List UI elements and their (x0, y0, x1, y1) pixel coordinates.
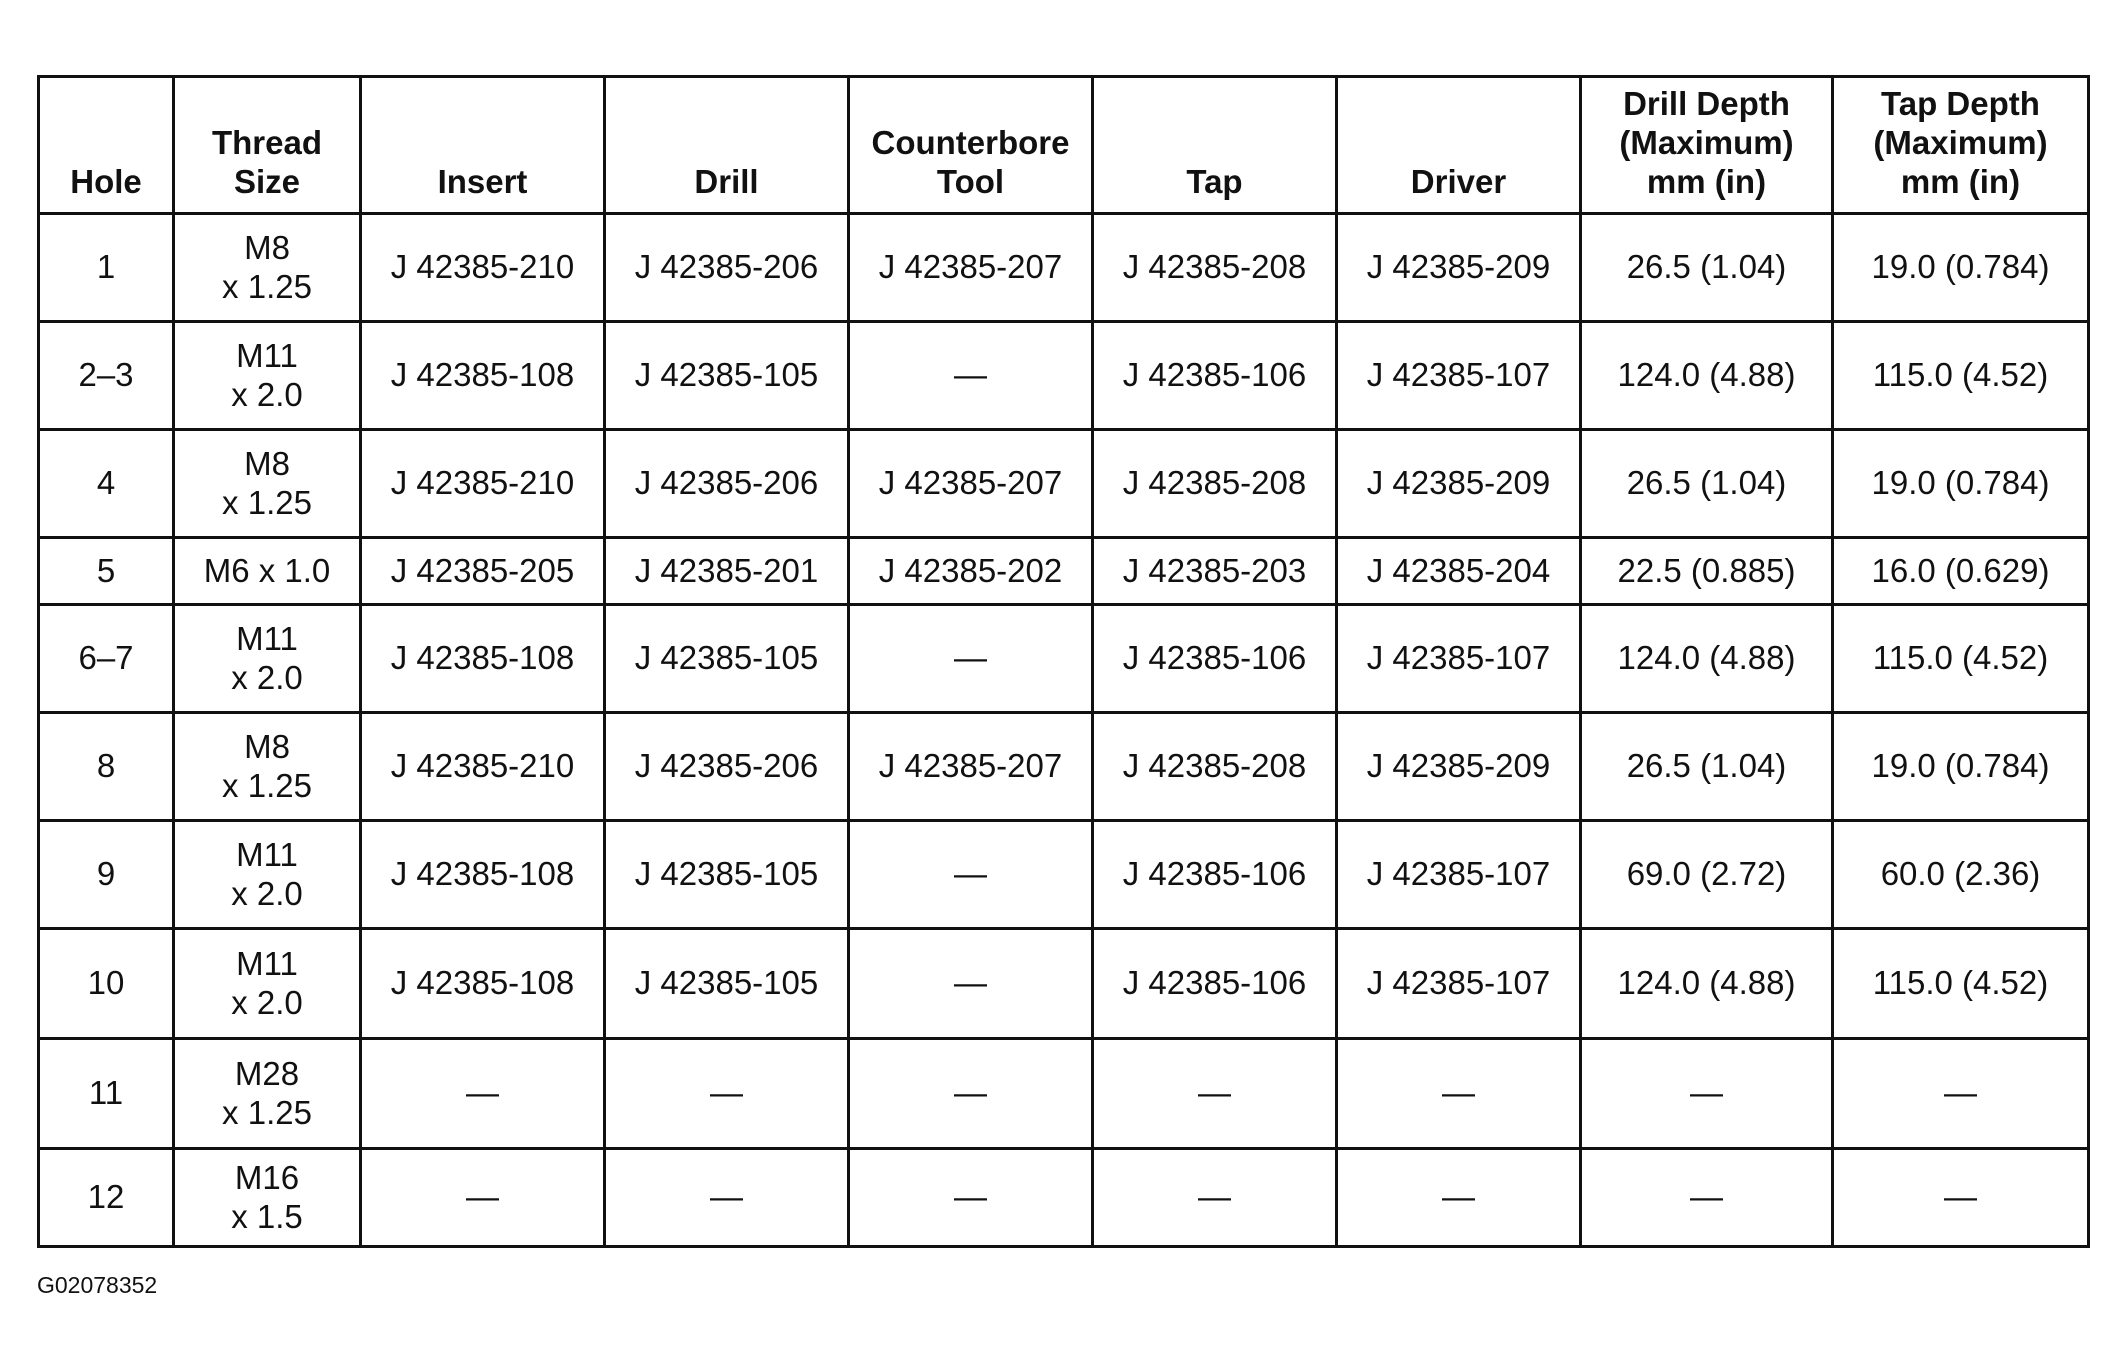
cell-counterbore: — (849, 322, 1093, 430)
cell-hole: 12 (39, 1149, 174, 1247)
cell-hole: 10 (39, 929, 174, 1039)
cell-tap-depth: 115.0 (4.52) (1833, 322, 2089, 430)
table-row (39, 322, 2089, 430)
cell-tap: J 42385-106 (1093, 605, 1337, 713)
cell-drill-depth: 22.5 (0.885) (1581, 538, 1833, 605)
table-row (39, 929, 2089, 1039)
cell-hole: 9 (39, 821, 174, 929)
cell-hole: 1 (39, 214, 174, 322)
cell-thread-size (174, 214, 361, 322)
header-driver: Driver (1337, 77, 1581, 214)
cell-driver: J 42385-209 (1337, 713, 1581, 821)
cell-drill-depth: 124.0 (4.88) (1581, 322, 1833, 430)
cell-tap: J 42385-208 (1093, 214, 1337, 322)
cell-hole: 8 (39, 713, 174, 821)
cell-hole: 4 (39, 430, 174, 538)
cell-insert: J 42385-108 (361, 821, 605, 929)
thread-size-line: M8 (244, 444, 290, 482)
header-tap: Tap (1093, 77, 1337, 214)
cell-thread-size (174, 1039, 361, 1149)
table-row (39, 1039, 2089, 1149)
cell-hole: 6–7 (39, 605, 174, 713)
cell-tap: J 42385-106 (1093, 821, 1337, 929)
cell-insert: J 42385-210 (361, 214, 605, 322)
thread-size-line: M11 (236, 336, 298, 374)
cell-drill: J 42385-105 (605, 821, 849, 929)
cell-insert: J 42385-205 (361, 538, 605, 605)
table-row (39, 713, 2089, 821)
cell-tap-depth: 16.0 (0.629) (1833, 538, 2089, 605)
thread-size-line: x 1.25 (222, 1093, 312, 1131)
thread-size-line: M11 (236, 944, 298, 982)
header-drill: Drill (605, 77, 849, 214)
cell-drill: J 42385-206 (605, 713, 849, 821)
header-tap-depth: Tap Depth (Maximum) mm (in) (1833, 77, 2089, 214)
thread-size-line: x 1.5 (231, 1197, 303, 1235)
cell-drill: J 42385-105 (605, 605, 849, 713)
cell-tap: J 42385-208 (1093, 713, 1337, 821)
table-row (39, 821, 2089, 929)
cell-counterbore: — (849, 821, 1093, 929)
cell-drill: J 42385-105 (605, 322, 849, 430)
thread-size-line: M28 (234, 1054, 300, 1092)
cell-drill-depth: 26.5 (1.04) (1581, 430, 1833, 538)
header-thread-size: Thread Size (174, 77, 361, 214)
cell-drill: J 42385-206 (605, 214, 849, 322)
header-hole: Hole (39, 77, 174, 214)
table-body (39, 214, 2089, 1247)
cell-drill: J 42385-105 (605, 929, 849, 1039)
cell-drill-depth: 69.0 (2.72) (1581, 821, 1833, 929)
table-row (39, 605, 2089, 713)
cell-driver: J 42385-107 (1337, 821, 1581, 929)
cell-driver: — (1337, 1149, 1581, 1247)
thread-size-line: M11 (236, 619, 298, 657)
thread-size-line: x 2.0 (231, 874, 303, 912)
cell-drill-depth: 124.0 (4.88) (1581, 929, 1833, 1039)
cell-drill: J 42385-206 (605, 430, 849, 538)
cell-tap-depth: 115.0 (4.52) (1833, 929, 2089, 1039)
cell-hole: 11 (39, 1039, 174, 1149)
cell-driver: J 42385-204 (1337, 538, 1581, 605)
figure-id: G02078352 (37, 1272, 158, 1298)
cell-tap-depth: 19.0 (0.784) (1833, 214, 2089, 322)
cell-counterbore: J 42385-207 (849, 214, 1093, 322)
cell-drill-depth: 26.5 (1.04) (1581, 214, 1833, 322)
thread-size-line: x 2.0 (231, 375, 303, 413)
thread-size-line: M6 x 1.0 (203, 551, 331, 589)
thread-size-line: M11 (236, 835, 298, 873)
cell-thread-size (174, 538, 361, 605)
cell-tap-depth: 60.0 (2.36) (1833, 821, 2089, 929)
cell-drill: — (605, 1149, 849, 1247)
cell-drill: — (605, 1039, 849, 1149)
cell-drill-depth: 124.0 (4.88) (1581, 605, 1833, 713)
cell-insert: — (361, 1149, 605, 1247)
cell-tap: — (1093, 1039, 1337, 1149)
thread-size-line: x 2.0 (231, 983, 303, 1021)
thread-size-line: M8 (244, 228, 290, 266)
table-header (39, 77, 2089, 214)
cell-hole: 2–3 (39, 322, 174, 430)
thread-size-line: x 1.25 (222, 766, 312, 804)
cell-insert: J 42385-108 (361, 929, 605, 1039)
cell-insert: J 42385-108 (361, 322, 605, 430)
cell-counterbore: — (849, 1039, 1093, 1149)
cell-driver: J 42385-107 (1337, 929, 1581, 1039)
cell-tap: J 42385-208 (1093, 430, 1337, 538)
cell-thread-size (174, 1149, 361, 1247)
cell-drill-depth: 26.5 (1.04) (1581, 713, 1833, 821)
cell-drill: J 42385-201 (605, 538, 849, 605)
thread-size-line: M8 (244, 727, 290, 765)
cell-driver: — (1337, 1039, 1581, 1149)
cell-tap-depth: — (1833, 1039, 2089, 1149)
cell-hole: 5 (39, 538, 174, 605)
cell-counterbore: — (849, 929, 1093, 1039)
cell-thread-size (174, 430, 361, 538)
thread-size-line: x 1.25 (222, 267, 312, 305)
header-insert: Insert (361, 77, 605, 214)
cell-counterbore: J 42385-207 (849, 713, 1093, 821)
table-row (39, 430, 2089, 538)
cell-counterbore: J 42385-202 (849, 538, 1093, 605)
cell-counterbore: J 42385-207 (849, 430, 1093, 538)
cell-tap-depth: — (1833, 1149, 2089, 1247)
cell-tap-depth: 115.0 (4.52) (1833, 605, 2089, 713)
cell-counterbore: — (849, 1149, 1093, 1247)
cell-insert: — (361, 1039, 605, 1149)
cell-tap-depth: 19.0 (0.784) (1833, 430, 2089, 538)
header-counterbore-tool: Counterbore Tool (849, 77, 1093, 214)
cell-driver: J 42385-209 (1337, 214, 1581, 322)
header-row (39, 77, 2089, 214)
header-drill-depth: Drill Depth (Maximum) mm (in) (1581, 77, 1833, 214)
cell-drill-depth: — (1581, 1149, 1833, 1247)
cell-tap: — (1093, 1149, 1337, 1247)
cell-thread-size (174, 713, 361, 821)
thread-size-line: x 1.25 (222, 483, 312, 521)
cell-tap-depth: 19.0 (0.784) (1833, 713, 2089, 821)
cell-insert: J 42385-210 (361, 713, 605, 821)
table-row (39, 538, 2089, 605)
cell-thread-size (174, 929, 361, 1039)
cell-drill-depth: — (1581, 1039, 1833, 1149)
table-row (39, 214, 2089, 322)
cell-driver: J 42385-107 (1337, 322, 1581, 430)
cell-insert: J 42385-108 (361, 605, 605, 713)
tool-spec-table (37, 75, 2090, 1248)
cell-tap: J 42385-106 (1093, 322, 1337, 430)
cell-tap: J 42385-203 (1093, 538, 1337, 605)
table-row (39, 1149, 2089, 1247)
cell-driver: J 42385-107 (1337, 605, 1581, 713)
thread-size-line: M16 (234, 1158, 300, 1196)
cell-thread-size (174, 322, 361, 430)
cell-driver: J 42385-209 (1337, 430, 1581, 538)
thread-size-line: x 2.0 (231, 658, 303, 696)
cell-thread-size (174, 605, 361, 713)
cell-thread-size (174, 821, 361, 929)
cell-tap: J 42385-106 (1093, 929, 1337, 1039)
cell-insert: J 42385-210 (361, 430, 605, 538)
cell-counterbore: — (849, 605, 1093, 713)
